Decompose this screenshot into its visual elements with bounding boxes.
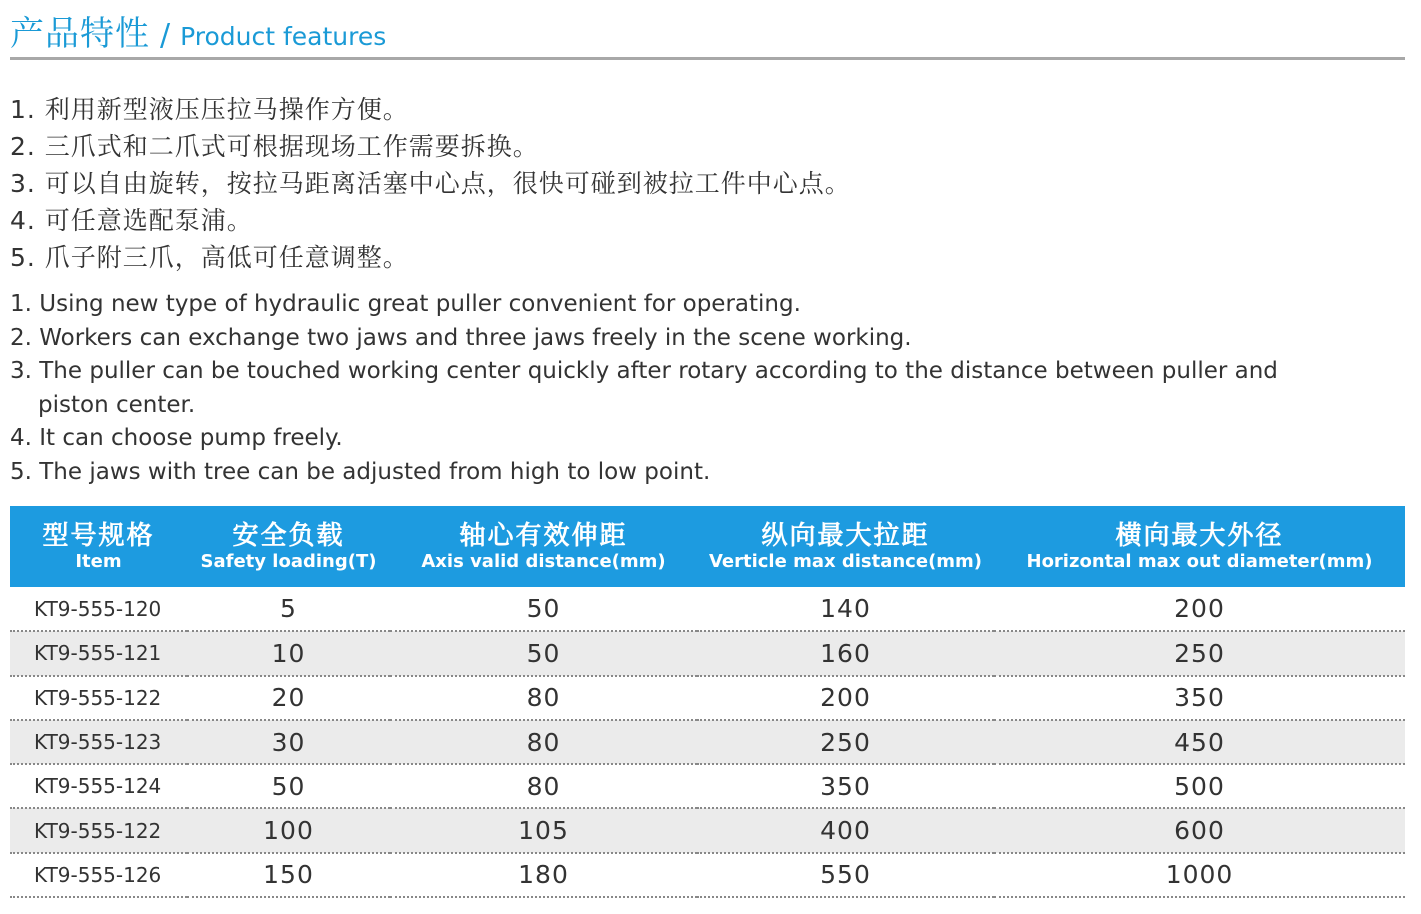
table-header-row [10,506,1405,587]
column-header-axis-distance: 轴心有效伸距 Axis valid distance(mm) [421,520,666,572]
cell-axis-distance: 105 [518,816,569,846]
feature-cn-item: 4. 可任意选配泵浦。 [10,206,253,235]
cell-horizontal-diameter: 350 [1174,683,1225,713]
column-header-item: 型号规格 Item [42,520,155,572]
title-separator: / [160,18,171,53]
cell-axis-distance: 50 [526,638,561,668]
table-row [10,587,1405,631]
column-header-safety-loading: 安全负载 Safety loading(T) [200,520,377,572]
cell-axis-distance: 80 [526,683,561,713]
feature-en-item: 5. The jaws with tree can be adjusted from high to low point. [10,458,711,485]
table-row [10,808,1405,852]
cell-item: KT9-555-122 [34,685,162,710]
cell-vertical-distance: 550 [820,860,871,890]
features-list-cn [10,91,851,276]
feature-en-item: 2. Workers can exchange two jaws and three jaws freely in the scene working. [10,324,912,351]
cell-axis-distance: 80 [526,727,561,757]
cell-item: KT9-555-123 [34,730,162,755]
spec-table [10,506,1405,898]
cell-vertical-distance: 400 [820,816,871,846]
section-header [10,6,386,52]
cell-safety-loading: 150 [263,860,314,890]
cell-vertical-distance: 140 [820,594,871,624]
cell-horizontal-diameter: 600 [1174,816,1225,846]
features-list-en [10,288,1340,490]
feature-cn-item: 2. 三爪式和二爪式可根据现场工作需要拆换。 [10,132,539,161]
cell-horizontal-diameter: 1000 [1165,860,1234,890]
column-header-vertical-distance: 纵向最大拉距 Verticle max distance(mm) [708,520,983,572]
cell-safety-loading: 100 [263,816,314,846]
feature-en-item: 3. The puller can be touched working center quickly after rotary according to the distance between puller and piston center. [10,358,1278,418]
cell-axis-distance: 80 [526,771,561,801]
cell-safety-loading: 5 [280,594,297,624]
cell-safety-loading: 30 [271,727,306,757]
cell-horizontal-diameter: 500 [1174,771,1225,801]
cell-horizontal-diameter: 250 [1174,638,1225,668]
cell-horizontal-diameter: 450 [1174,727,1225,757]
cell-safety-loading: 10 [271,638,306,668]
feature-cn-item: 1. 利用新型液压压拉马操作方便。 [10,95,409,124]
table-row [10,676,1405,720]
cell-safety-loading: 50 [271,771,306,801]
cell-item: KT9-555-121 [34,641,162,666]
cell-vertical-distance: 350 [820,771,871,801]
cell-vertical-distance: 200 [820,683,871,713]
header-divider [10,57,1405,60]
table-row [10,853,1405,897]
cell-axis-distance: 50 [526,594,561,624]
cell-vertical-distance: 250 [820,727,871,757]
section-title-cn: 产品特性 [10,14,150,54]
cell-item: KT9-555-126 [34,862,162,887]
cell-vertical-distance: 160 [820,638,871,668]
table-row [10,764,1405,808]
feature-en-item: 4. It can choose pump freely. [10,425,343,452]
cell-safety-loading: 20 [271,683,306,713]
table-row [10,720,1405,764]
column-header-horizontal-diameter: 横向最大外径 Horizontal max out diameter(mm) [1026,520,1373,572]
table-row [10,631,1405,675]
cell-item: KT9-555-124 [34,774,162,799]
feature-en-item: 1. Using new type of hydraulic great puller convenient for operating. [10,291,801,317]
cell-horizontal-diameter: 200 [1174,594,1225,624]
cell-item: KT9-555-122 [34,818,162,843]
cell-item: KT9-555-120 [34,596,162,621]
feature-cn-item: 3. 可以自由旋转，按拉马距离活塞中心点，很快可碰到被拉工件中心点。 [10,169,851,198]
feature-cn-item: 5. 爪子附三爪，高低可任意调整。 [10,243,409,272]
section-title-en: Product features [180,22,387,51]
cell-axis-distance: 180 [518,860,569,890]
